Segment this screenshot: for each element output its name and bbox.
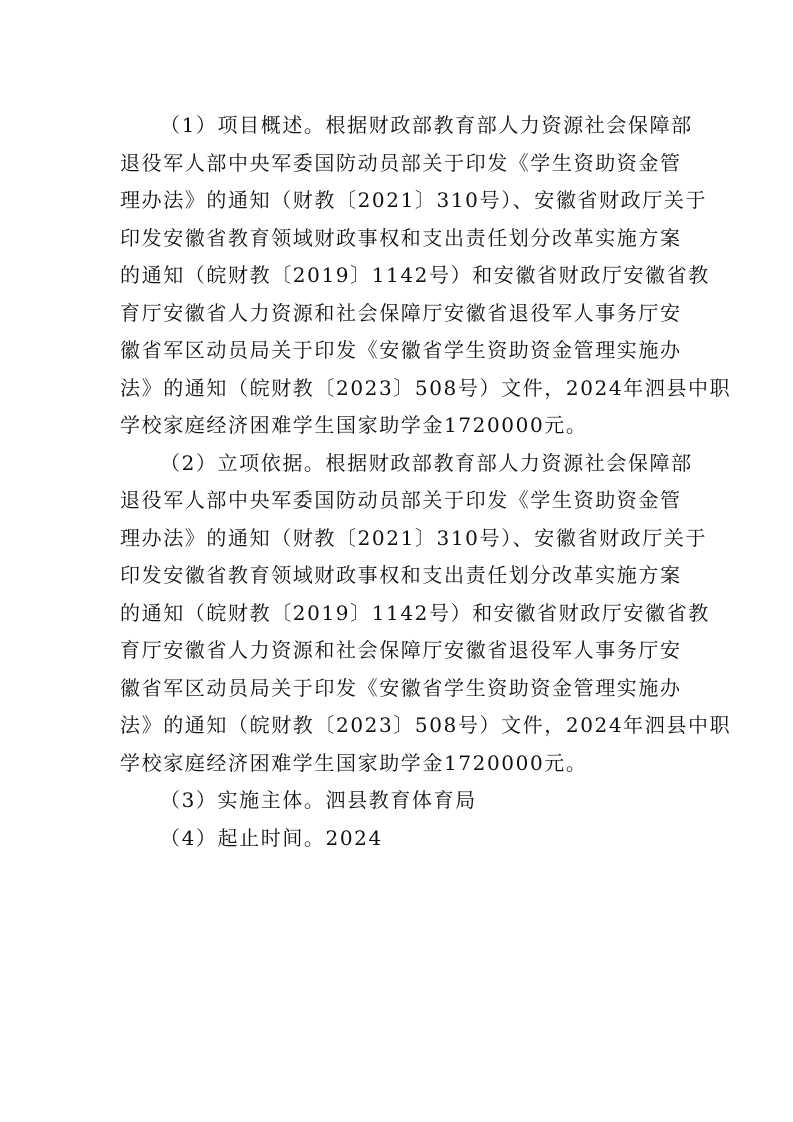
text-line: 育厅安徽省人力资源和社会保障厅安徽省退役军人事务厅安 <box>120 300 682 325</box>
text-line: （1）项目概述。根据财政部教育部人力资源社会保障部 <box>160 113 693 137</box>
text-line: （2）立项依据。根据财政部教育部人力资源社会保障部 <box>160 450 693 475</box>
paragraph-project-basis <box>120 445 732 783</box>
text-line: 徽省军区动员局关于印发《安徽省学生资助资金管理实施办 <box>120 675 682 700</box>
paragraph-project-overview <box>120 107 732 445</box>
text-line: 育厅安徽省人力资源和社会保障厅安徽省退役军人事务厅安 <box>120 638 682 662</box>
text-line: 的通知（皖财教〔2019〕1142号）和安徽省财政厅安徽省教 <box>120 600 710 625</box>
text-line: （3）实施主体。泗县教育体育局 <box>160 788 477 812</box>
text-line: 法》的通知（皖财教〔2023〕508号）文件，2024年泗县中职 <box>120 713 732 737</box>
text-line: 退役军人部中央军委国防动员部关于印发《学生资助资金管 <box>120 150 682 175</box>
text-line: 理办法》的通知（财教〔2021〕310号）、安徽省财政厅关于 <box>120 525 708 550</box>
text-line: 徽省军区动员局关于印发《安徽省学生资助资金管理实施办 <box>120 338 682 362</box>
paragraph-implementing-entity <box>120 782 680 820</box>
text-line: 印发安徽省教育领域财政事权和支出责任划分改革实施方案 <box>120 225 682 250</box>
document-body <box>120 107 732 857</box>
text-line: 学校家庭经济困难学生国家助学金1720000元。 <box>120 413 588 437</box>
text-line: 学校家庭经济困难学生国家助学金1720000元。 <box>120 750 588 775</box>
text-line: 的通知（皖财教〔2019〕1142号）和安徽省财政厅安徽省教 <box>120 263 710 287</box>
text-line: 法》的通知（皖财教〔2023〕508号）文件，2024年泗县中职 <box>120 375 732 400</box>
text-line: 印发安徽省教育领域财政事权和支出责任划分改革实施方案 <box>120 563 682 587</box>
text-line: 理办法》的通知（财教〔2021〕310号）、安徽省财政厅关于 <box>120 188 708 212</box>
paragraph-start-end-time <box>120 820 680 858</box>
text-line: （4）起止时间。2024 <box>160 825 383 850</box>
text-line: 退役军人部中央军委国防动员部关于印发《学生资助资金管 <box>120 488 682 512</box>
